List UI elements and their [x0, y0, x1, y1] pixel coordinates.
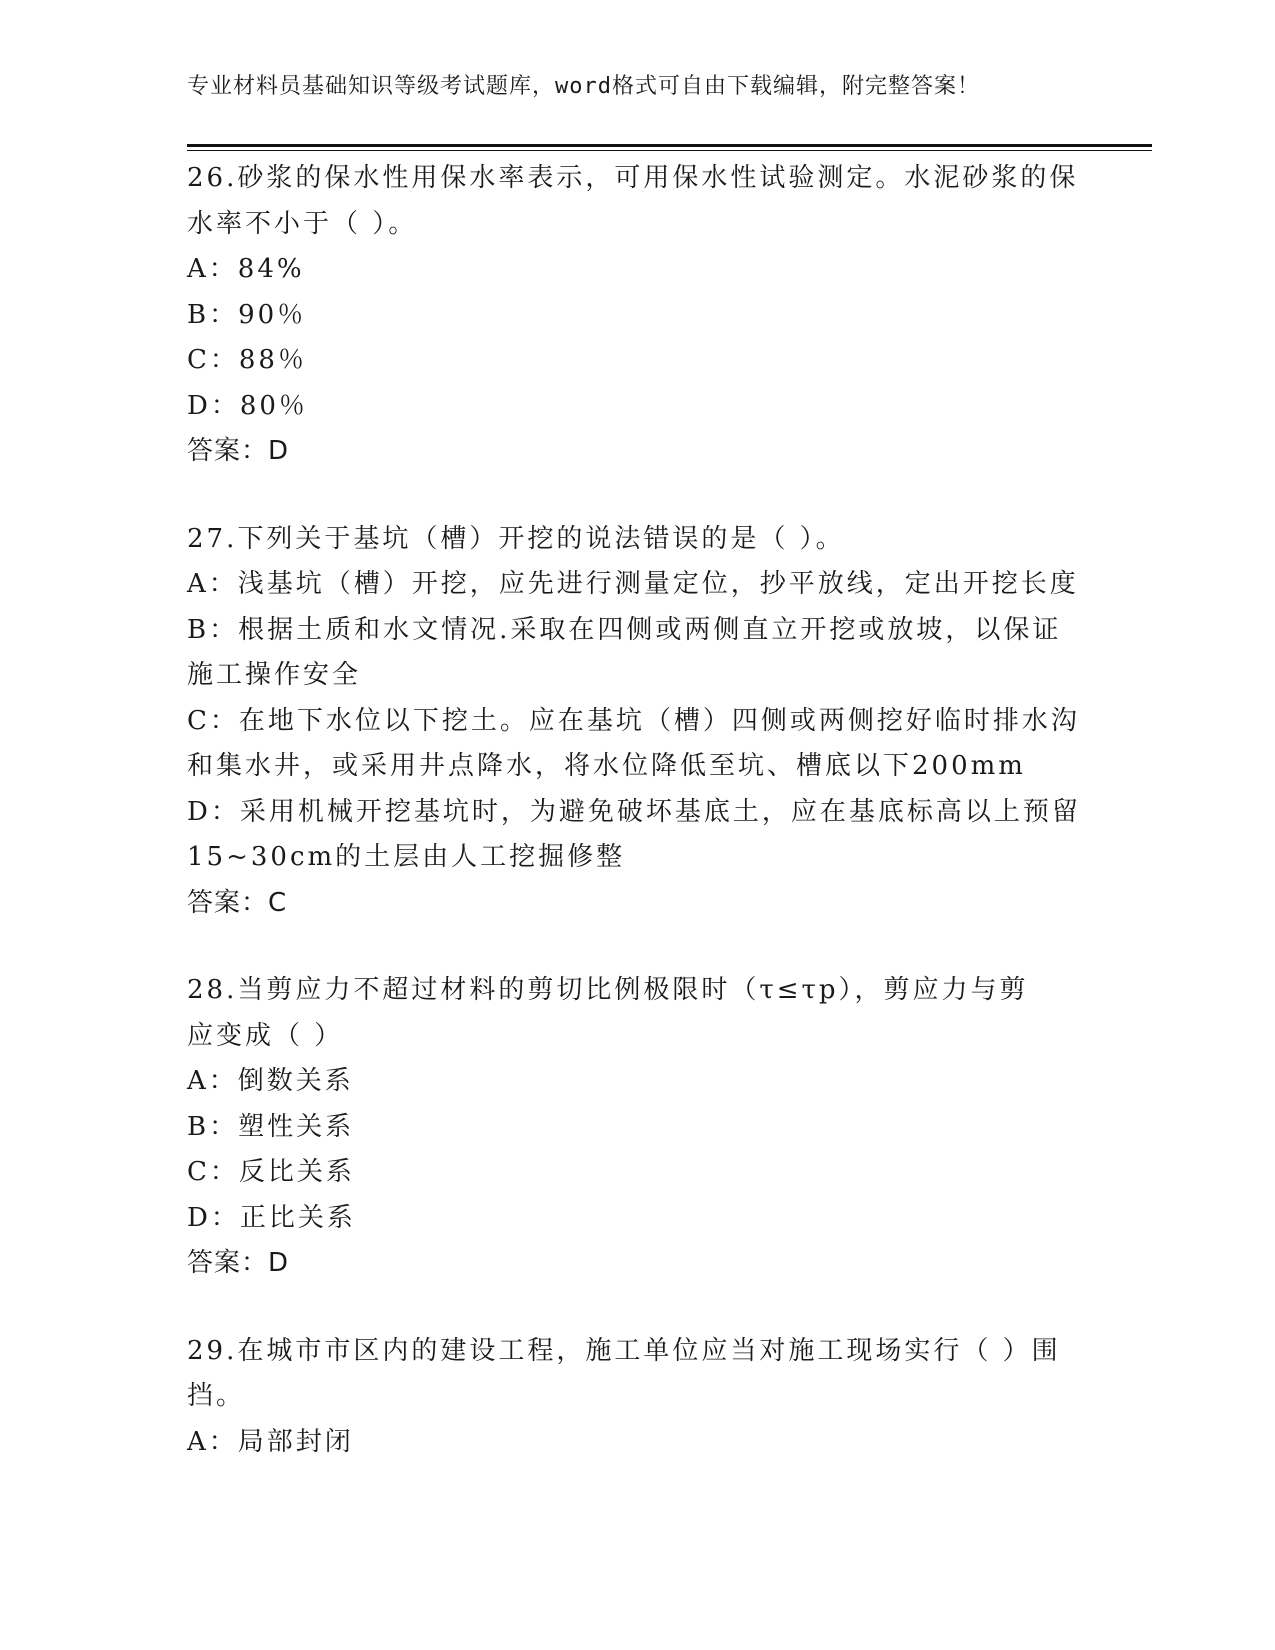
- header-divider-thick: [187, 144, 1152, 147]
- option-a: A：浅基坑（槽）开挖，应先进行测量定位，抄平放线，定出开挖长度: [187, 569, 1079, 599]
- option-d: D：80％: [187, 390, 308, 421]
- question-26: [187, 156, 1087, 475]
- page-header: 专业材料员基础知识等级考试题库，word格式可自由下载编辑，附完整答案！: [187, 74, 980, 99]
- question-text: 26.砂浆的保水性用保水率表示，可用保水性试验测定。水泥砂浆的保: [187, 163, 1079, 193]
- question-list: [187, 156, 1087, 1507]
- header-divider-thin: [187, 150, 1152, 151]
- answer-line: 答案：C: [187, 887, 288, 918]
- question-27: [187, 517, 1087, 927]
- option-b: B：根据土质和水文情况.采取在四侧或两侧直立开挖或放坡，以保证: [187, 614, 1062, 645]
- option-d: D：采用机械开挖基坑时，为避免破坏基底土，应在基底标高以上预留: [187, 796, 1081, 827]
- answer-line: 答案：D: [187, 436, 290, 466]
- question-text: 29.在城市市区内的建设工程，施工单位应当对施工现场实行（ ）围: [187, 1335, 1061, 1366]
- option-d-continued: 15~30cm的土层由人工挖掘修整: [187, 842, 626, 872]
- option-c: C：反比关系: [187, 1157, 355, 1187]
- option-a: A：倒数关系: [187, 1066, 354, 1096]
- question-text: 27.下列关于基坑（槽）开挖的说法错误的是（ ）。: [187, 523, 845, 554]
- option-c: C：在地下水位以下挖土。应在基坑（槽）四侧或两侧挖好临时排水沟: [187, 705, 1080, 736]
- option-c: C：88％: [187, 345, 307, 375]
- option-a: A：局部封闭: [187, 1426, 354, 1457]
- answer-line: 答案：D: [187, 1248, 290, 1278]
- option-d: D：正比关系: [187, 1202, 356, 1233]
- question-text: 28.当剪应力不超过材料的剪切比例极限时（τ≤τp），剪应力与剪: [187, 975, 1029, 1005]
- option-b: B：塑性关系: [187, 1111, 355, 1142]
- option-c-continued: 和集水井，或采用井点降水，将水位降低至坑、槽底以下200mm: [187, 751, 1026, 781]
- question-text: 水率不小于（ ）。: [187, 208, 418, 239]
- question-28: [187, 968, 1087, 1287]
- question-text: 挡。: [187, 1381, 246, 1411]
- option-b: B：90％: [187, 299, 307, 330]
- option-a: A：84%: [187, 254, 305, 284]
- option-b-continued: 施工操作安全: [187, 660, 362, 690]
- question-29: [187, 1329, 1087, 1466]
- question-text: 应变成（ ）: [187, 1020, 344, 1051]
